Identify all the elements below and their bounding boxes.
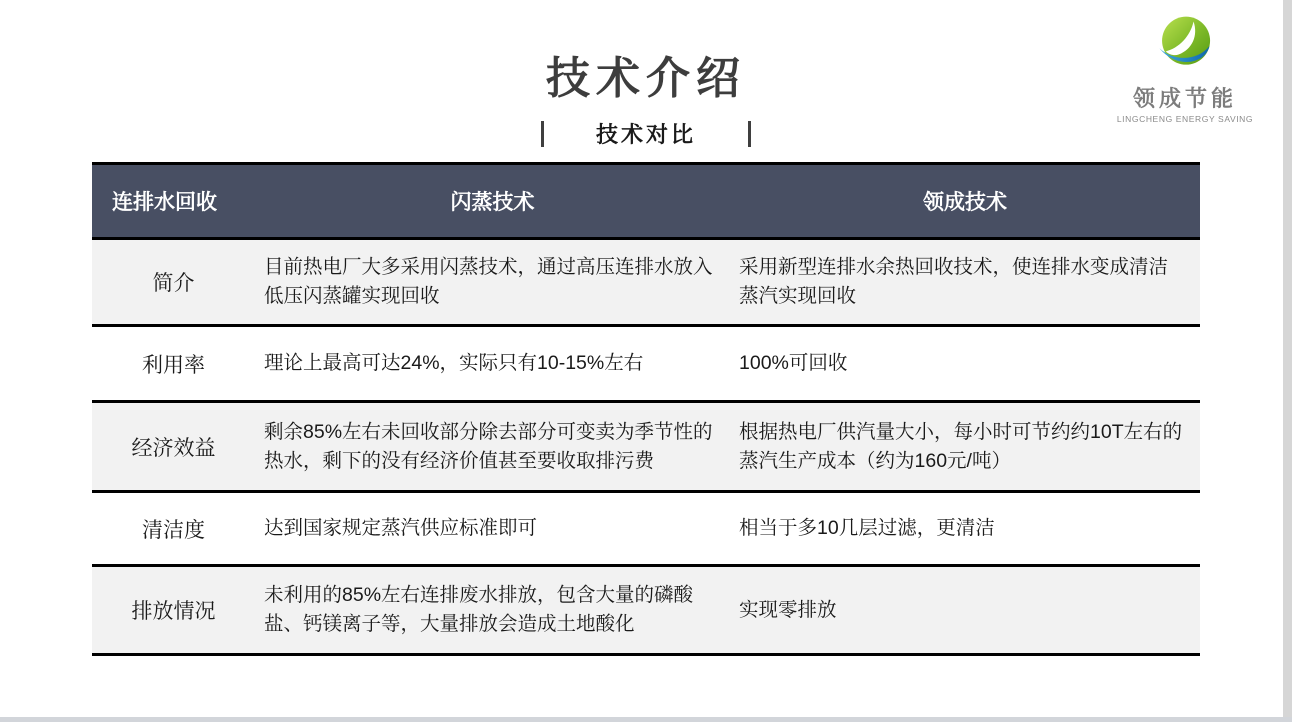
logo-leaf-icon	[1153, 14, 1217, 78]
subtitle-left-bar	[541, 121, 544, 147]
row-label: 简介	[152, 272, 195, 295]
lingcheng-tech-cell: 根据热电厂供汽量大小，每小时可节约约10T左右的蒸汽生产成本（约为160元/吨）	[739, 420, 1183, 472]
row-label: 经济效益	[131, 436, 216, 460]
subtitle	[0, 118, 1292, 149]
lingcheng-tech-cell: 100%可回收	[739, 352, 848, 374]
logo-company-subtext: LINGCHENG ENERGY SAVING	[1116, 114, 1254, 124]
lingcheng-tech-cell: 相当于多10几层过滤，更清洁	[739, 517, 995, 539]
table-row-intro	[92, 240, 1200, 327]
company-logo	[1110, 14, 1260, 124]
table-row-utilization	[92, 327, 1200, 403]
lingcheng-tech-cell: 采用新型连排水余热回收技术，使连排水变成清洁蒸汽实现回收	[739, 256, 1169, 307]
row-label: 排放情况	[131, 600, 216, 623]
column-header-lingcheng-tech: 领成技术	[923, 191, 1007, 214]
slide-heading	[0, 0, 1292, 149]
table-row-cleanliness	[92, 493, 1200, 567]
page-title: 技术介绍	[546, 54, 746, 103]
table-row-emissions	[92, 567, 1200, 656]
subtitle-text: 技术对比	[595, 122, 696, 147]
window-edge-right	[1283, 0, 1292, 722]
column-header-drain-recovery: 连排水回收	[112, 191, 217, 214]
flash-tech-cell: 理论上最高可达24%，实际只有10-15%左右	[264, 352, 644, 374]
flash-tech-cell: 剩余85%左右未回收部分除去部分可变卖为季节性的热水，剩下的没有经济价值甚至要收取排污费	[264, 420, 713, 472]
comparison-table	[92, 162, 1200, 656]
flash-tech-cell: 目前热电厂大多采用闪蒸技术，通过高压连排水放入低压闪蒸罐实现回收	[264, 256, 713, 307]
row-label: 清洁度	[142, 518, 205, 542]
subtitle-right-bar	[748, 121, 751, 147]
table-row-economic-benefit	[92, 403, 1200, 493]
table-header-row	[92, 162, 1200, 240]
column-header-flash-tech: 闪蒸技术	[450, 191, 535, 214]
logo-company-name: 领成节能	[1132, 86, 1237, 111]
window-edge-bottom	[0, 717, 1292, 722]
lingcheng-tech-cell: 实现零排放	[739, 598, 837, 621]
flash-tech-cell: 达到国家规定蒸汽供应标准即可	[264, 517, 538, 539]
flash-tech-cell: 未利用的85%左右连排废水排放，包含大量的磷酸盐、钙镁离子等，大量排放会造成土地酸化	[264, 584, 694, 635]
row-label: 利用率	[142, 353, 205, 377]
